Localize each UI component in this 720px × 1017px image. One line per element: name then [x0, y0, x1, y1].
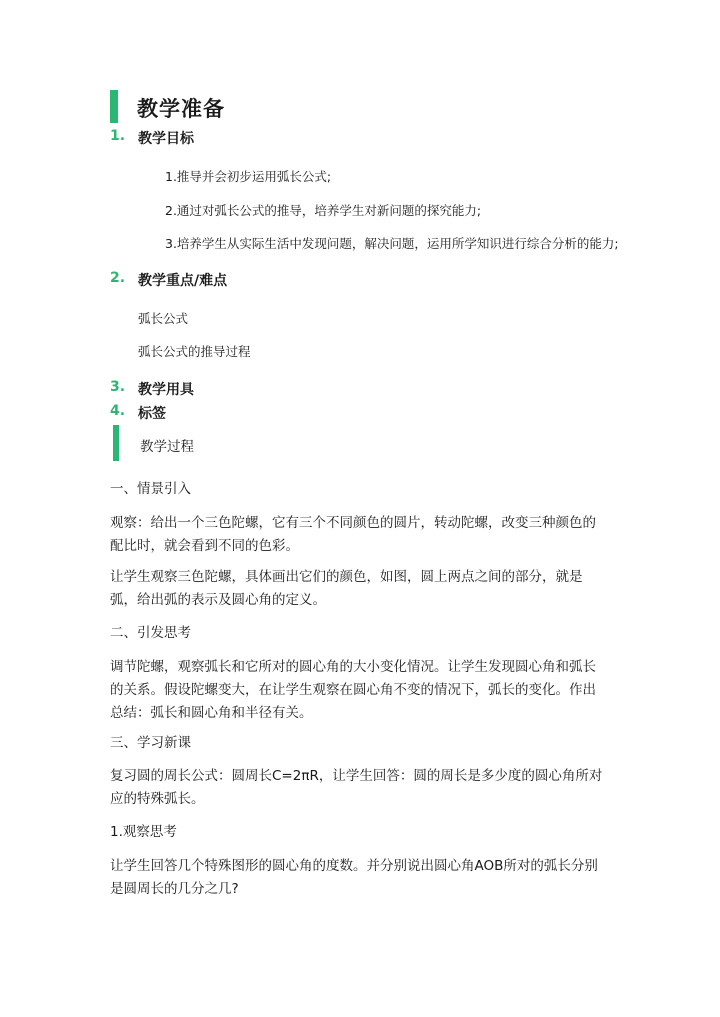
item-1-heading: 教学目标: [138, 131, 194, 147]
key-point-1: 弧长公式: [138, 311, 189, 326]
item-4-number: 4.: [110, 403, 126, 419]
objective-2: 2.通过对弧长公式的推导，培养学生对新问题的探究能力;: [165, 203, 482, 218]
paragraph-students-observe: 让学生观察三色陀螺，具体画出它们的颜色，如图，圆上两点之间的部分，就是弧，给出弧的表示及圆心角的定义。: [110, 569, 583, 608]
paragraph-review: 复习圆的周长公式：圆周长C=2πR，让学生回答：圆的周长是多少度的圆心角所对应的特殊弧长。: [110, 768, 603, 807]
objective-1: 1.推导并会初步运用弧长公式;: [165, 169, 332, 184]
heading-new-lesson: 三、学习新课: [110, 735, 191, 751]
item-3-number: 3.: [110, 379, 126, 395]
item-1-number: 1.: [110, 128, 126, 144]
heading-intro: 一、情景引入: [110, 481, 191, 497]
heading-observe-think: 1.观察思考: [110, 824, 177, 840]
item-4-heading: 标签: [138, 406, 166, 422]
paragraph-observe: 观察：给出一个三色陀螺，它有三个不同颜色的圆片，转动陀螺，改变三种颜色的配比时，就会看到不同的色彩。: [110, 515, 596, 554]
item-3-heading: 教学用具: [138, 382, 194, 398]
objective-3: 3.培养学生从实际生活中发现问题，解决问题，运用所学知识进行综合分析的能力;: [165, 236, 619, 251]
section-title: 教学准备: [137, 97, 225, 121]
item-2-number: 2.: [110, 270, 126, 286]
paragraph-answer: 让学生回答几个特殊图形的圆心角的度数。并分别说出圆心角AOB所对的弧长分别是圆周长的几分之几?: [110, 858, 598, 897]
paragraph-adjust: 调节陀螺，观察弧长和它所对的圆心角的大小变化情况。让学生发现圆心角和弧长的关系。假设陀螺变大，在让学生观察在圆心角不变的情况下，弧长的变化。作出总结：弧长和圆心角和半径有关。: [110, 659, 596, 721]
heading-thinking: 二、引发思考: [110, 625, 191, 641]
item-2-heading: 教学重点/难点: [138, 273, 228, 289]
section-title-accent-bar: [110, 90, 118, 123]
process-title-accent-bar: [113, 425, 119, 461]
process-title: 教学过程: [140, 439, 194, 455]
key-point-2: 弧长公式的推导过程: [138, 344, 251, 359]
